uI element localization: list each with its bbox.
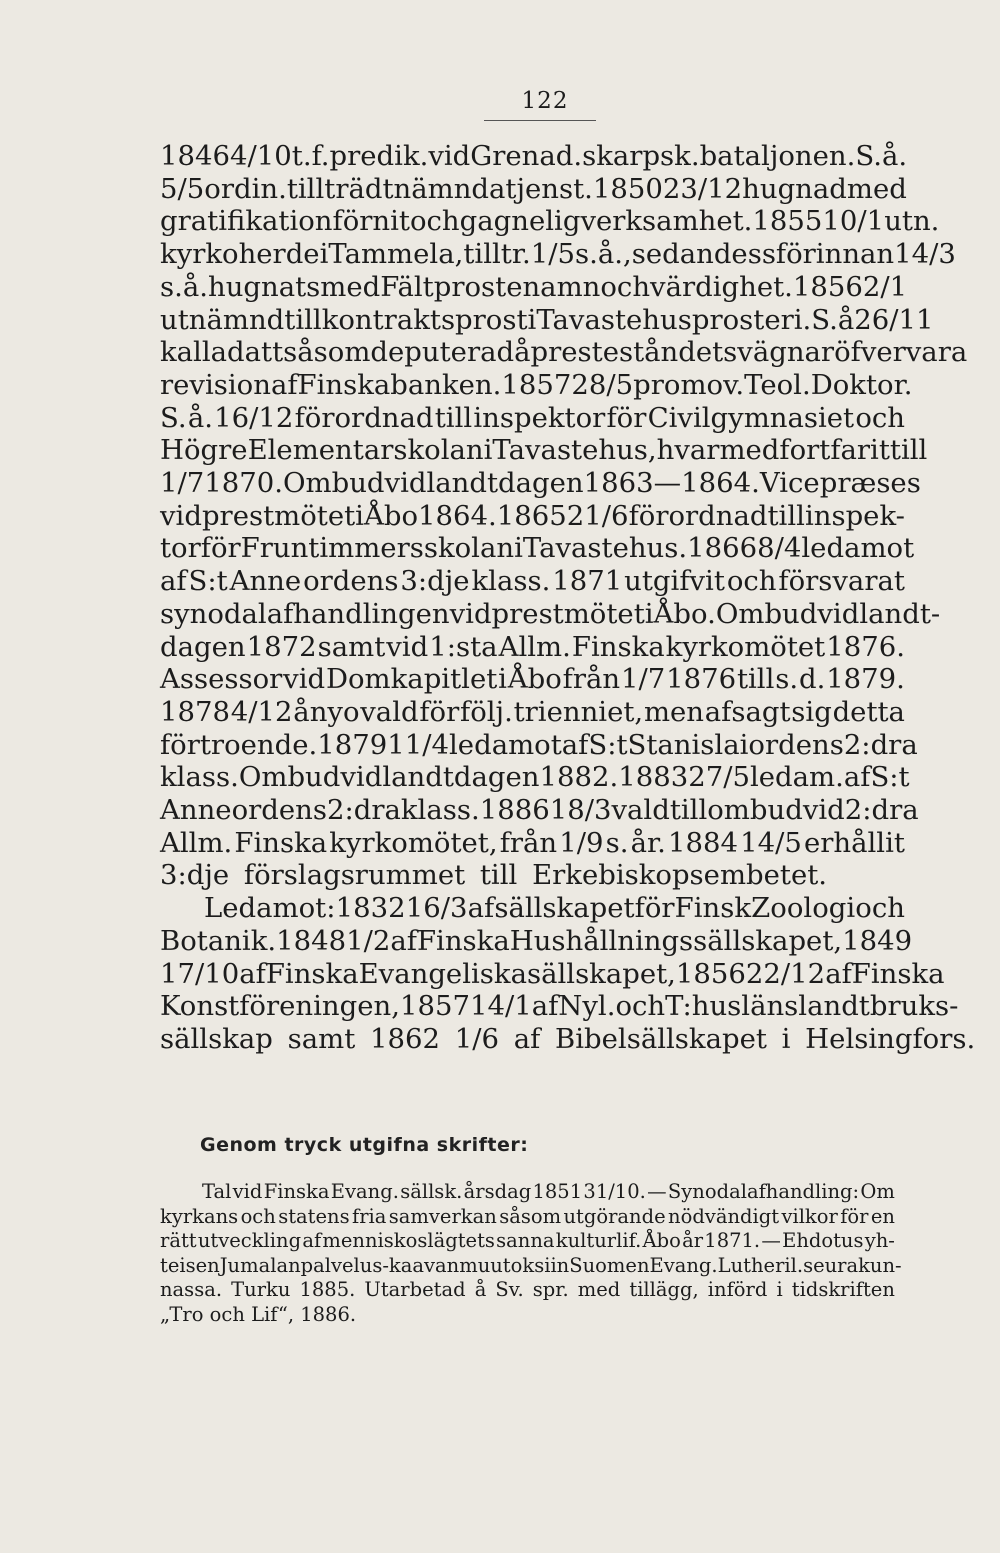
section-heading: Genom tryck utgifna skrifter: <box>200 1134 529 1156</box>
publication-line: Tal vid Finska Evang. sällsk. årsdag 1851 31/10. — Synodalafhandling: Om <box>202 1180 895 1203</box>
text-line: förtroende. 1879 11/4 ledamot af S:t Stanislai ordens 2:dra <box>160 728 918 761</box>
text-line: vid prestmötet i Åbo 1864. 1865 21/6 förordnad till inspek- <box>160 499 905 532</box>
text-line: kyrkoherde i Tammela, tilltr. 1/5 s. å., sedan dessförinnan 14/3 <box>160 238 956 271</box>
text-line: 1878 4/12 ånyo vald för följ. trienniet, men afsagt sig detta <box>160 695 905 728</box>
text-line: af S:t Anne ordens 3:dje klass. 1871 utgifvit och försvarat <box>160 565 905 598</box>
text-line: utnämnd till kontraktsprost i Tavastehus prosteri. S. å 26/11 <box>160 303 934 336</box>
text-line: 5/5 ordin. tillträdt nämnda tjenst. 1850 23/12 hugnad med <box>160 172 907 205</box>
publication-line: kyrkans och statens fria samverkan såsom utgörande nödvändigt vilkor för en <box>160 1204 895 1228</box>
text-line: dagen 1872 samt vid 1:sta Allm. Finska kyrkomötet 1876. <box>160 630 905 663</box>
text-line: S. å. 16/12 förordnad till inspektor för Civilgymnasiet och <box>160 401 905 434</box>
text-line: klass. Ombud vid landtdagen 1882. 1883 27/5 ledam. af S:t <box>160 761 910 794</box>
text-line: Högre Elementarskolan i Tavastehus, hvarmed fortfarit till <box>160 434 928 467</box>
text-line: 17/10 af Finska Evangeliska sällskapet, 1856 22/12 af Finska <box>160 957 945 990</box>
text-line: Anne ordens 2:dra klass. 1886 18/3 vald till ombud vid 2:dra <box>160 794 919 827</box>
publications-text <box>160 1180 902 1327</box>
publication-line: „Tro och Lif“, 1886. <box>160 1302 357 1326</box>
text-line: Konstföreningen, 1857 14/1 af Nyl. och T:hus läns landtbruks- <box>160 990 959 1023</box>
text-line: Assessor vid Domkapitlet i Åbo från 1/7 1876 till s. d. 1879. <box>160 663 905 696</box>
text-line: sällskap samt 1862 1/6 af Bibelsällskapet i Helsingfors. <box>160 1022 976 1055</box>
text-line: 3:dje förslagsrummet till Erkebiskopsembetet. <box>160 859 828 892</box>
text-line: kallad att såsom deputerad å presteståndets vägnar öfvervara <box>160 336 968 369</box>
publication-line: teisen Jumalan palvelus-kaavan muutoksiin Suomen Evang. Lutheril. seurakun- <box>160 1253 902 1277</box>
biography-text <box>160 140 976 1056</box>
text-line: Allm. Finska kyrkomötet, från 1/9 s. år. 1884 14/5 erhållit <box>160 826 905 859</box>
text-line: s. å. hugnats med Fältproste namn och värdighet. 1856 2/1 <box>160 270 908 303</box>
text-line: Ledamot: 1832 16/3 af sällskapet för Finsk Zoologi och <box>204 892 905 925</box>
text-line: Botanik. 1848 1/2 af Finska Hushållningssällskapet, 1849 <box>160 924 913 957</box>
page-number: 122 <box>521 88 569 114</box>
text-line: synodalafhandlingen vid prestmötet i Åbo. Ombud vid landt- <box>160 597 941 630</box>
publication-line: nassa. Turku 1885. Utarbetad å Sv. spr. med tillägg, införd i tidskriften <box>160 1278 895 1301</box>
text-line: tor för Fruntimmersskolan i Tavastehus. 1866 8/4 ledamot <box>160 532 915 565</box>
text-line: 1846 4/10 t. f. predik. vid Grenad. skarpsk. bataljonen. S. å. <box>160 140 908 172</box>
text-line: 1/7 1870. Ombud vid landtdagen 1863—1864. Vice præses <box>160 467 921 500</box>
publication-line: rätt utveckling af menniskoslägtets sanna kulturlif. Åbo år 1871. — Ehdotus yh- <box>160 1229 895 1252</box>
text-line: gratifikation för nit och gagnelig verksamhet. 1855 10/1 utn. <box>160 205 940 238</box>
page-number-rule <box>484 120 596 121</box>
text-line: revision af Finska banken. 1857 28/5 promov. Teol. Doktor. <box>160 368 913 401</box>
